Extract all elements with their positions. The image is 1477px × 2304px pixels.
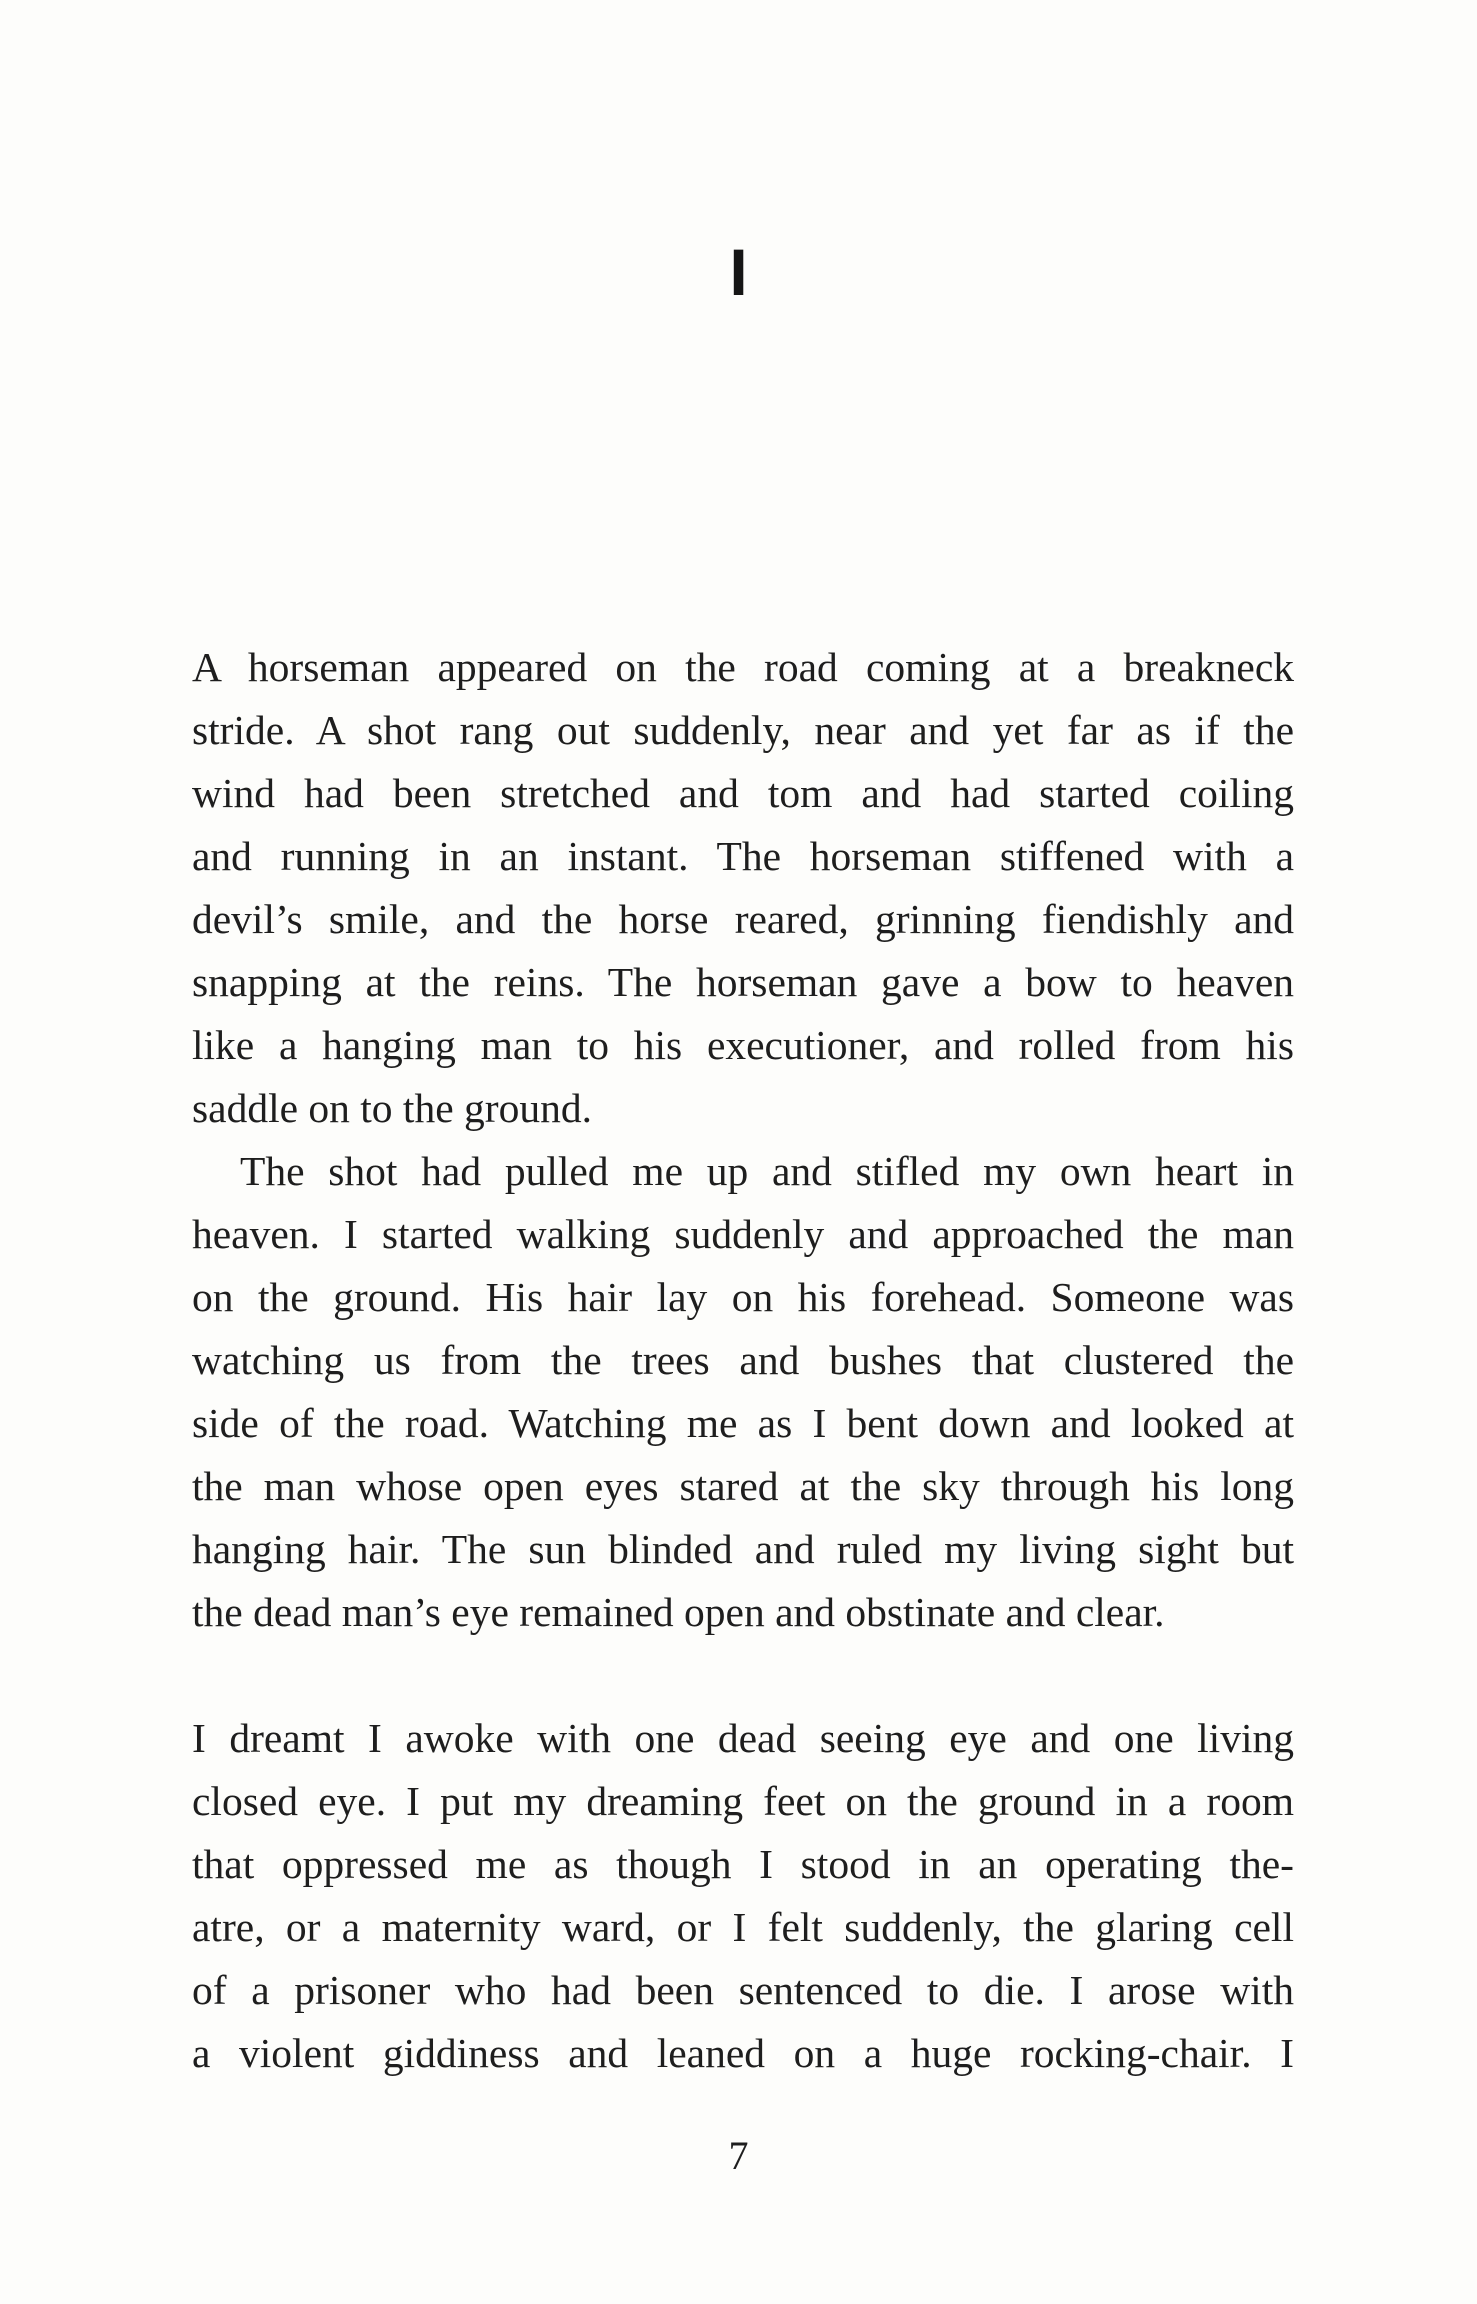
text-line: I dreamt I awoke with one dead seeing eye and one living xyxy=(192,1715,1294,1761)
text-line: heaven. I started walking suddenly and approached the man xyxy=(192,1211,1294,1257)
page-number: 7 xyxy=(728,2133,749,2178)
text-line: saddle on to the ground. xyxy=(192,1085,592,1131)
paragraph-2 xyxy=(192,1140,1294,1644)
text-line: stride. A shot rang out suddenly, near and yet far as if the xyxy=(192,707,1294,753)
text-line: and running in an instant. The horseman stiffened with a xyxy=(192,833,1294,879)
text-line: The shot had pulled me up and stifled my own heart in xyxy=(240,1148,1294,1194)
text-line: closed eye. I put my dreaming feet on the ground in a room xyxy=(192,1778,1294,1824)
text-line: hanging hair. The sun blinded and ruled my living sight but xyxy=(192,1526,1294,1572)
body-text xyxy=(192,636,1294,2085)
text-line: the dead man’s eye remained open and obstinate and clear. xyxy=(192,1589,1165,1635)
paragraph-3 xyxy=(192,1707,1294,2085)
text-line: a violent giddiness and leaned on a huge rocking-chair. I xyxy=(192,2030,1294,2076)
chapter-numeral: I xyxy=(729,235,748,309)
text-line: side of the road. Watching me as I bent down and looked at xyxy=(192,1400,1294,1446)
text-line: on the ground. His hair lay on his forehead. Someone was xyxy=(192,1274,1294,1320)
text-line: atre, or a maternity ward, or I felt suddenly, the glaring cell xyxy=(192,1904,1294,1950)
text-line: of a prisoner who had been sentenced to die. I arose with xyxy=(192,1967,1294,2013)
text-line: devil’s smile, and the horse reared, grinning fiendishly and xyxy=(192,896,1294,942)
text-line: A horseman appeared on the road coming at a breakneck xyxy=(192,644,1294,690)
text-line: the man whose open eyes stared at the sky through his long xyxy=(192,1463,1294,1509)
text-line: that oppressed me as though I stood in an operating the- xyxy=(192,1841,1294,1887)
text-line: wind had been stretched and tom and had started coiling xyxy=(192,770,1294,816)
text-line: like a hanging man to his executioner, and rolled from his xyxy=(192,1022,1294,1068)
text-line: watching us from the trees and bushes that clustered the xyxy=(192,1337,1294,1383)
paragraph-1 xyxy=(192,636,1294,1140)
text-line: snapping at the reins. The horseman gave a bow to heaven xyxy=(192,959,1294,1005)
